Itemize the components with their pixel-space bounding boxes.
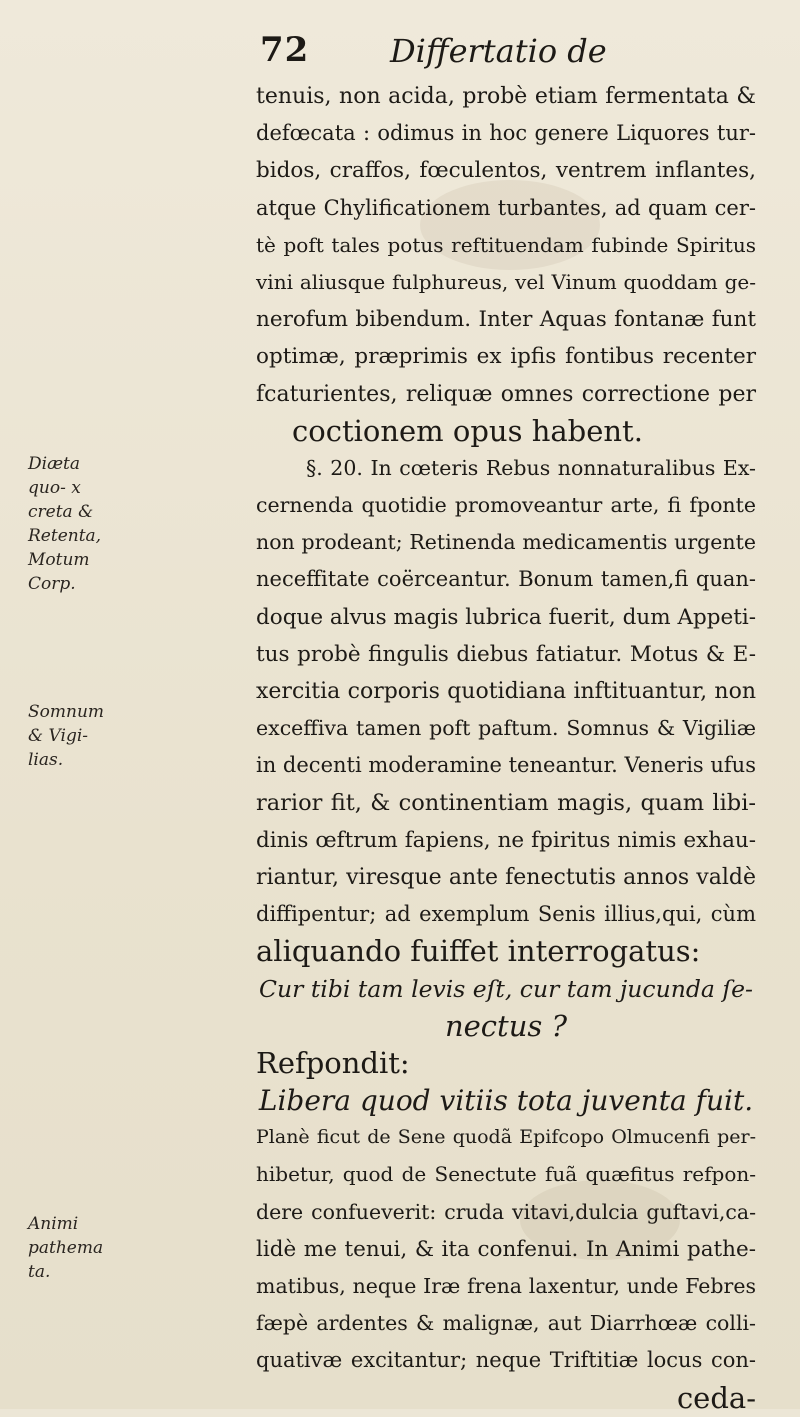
margin-note-animi: [28, 1212, 120, 1284]
margin-note-line: Retenta,: [28, 526, 102, 546]
text-line: fcaturientes, reliquæ omnes correctione per: [256, 381, 756, 407]
text-line: hibetur, quod de Senectute fuã quæfitus refpon-: [256, 1162, 756, 1187]
text-line: exceffiva tamen poft paftum. Somnus & Vigiliæ: [256, 716, 756, 741]
text-line: non prodeant; Retinenda medicamentis urgente: [256, 530, 756, 555]
text-line: defœcata : odimus in hoc genere Liquores tur-: [256, 121, 756, 146]
text-line: nerofum bibendum. Inter Aquas fontanæ funt: [256, 307, 756, 333]
text-line: optimæ, præprimis ex ipfis fontibus recenter: [256, 344, 756, 370]
text-line: dere confueverit: cruda vitavi,dulcia guftavi,ca-: [256, 1199, 756, 1224]
page-number: 72: [260, 30, 310, 70]
text-line: atque Chylificationem turbantes, ad quam cer-: [256, 195, 756, 220]
running-title: Differtatio de: [390, 32, 607, 70]
margin-note-line: ta.: [28, 1262, 51, 1282]
margin-note-line: Motum: [28, 550, 90, 570]
margin-note-line: lias.: [28, 750, 64, 770]
text-line: dinis œftrum fapiens, ne fpiritus nimis exhau-: [256, 827, 756, 853]
text-line: fæpè ardentes & malignæ, aut Diarrhœæ colli-: [256, 1311, 756, 1336]
text-line: cernenda quotidie promoveantur arte, fi fponte: [256, 493, 756, 518]
margin-note-line: Animi: [28, 1214, 79, 1234]
margin-note-line: Somnum: [28, 702, 105, 722]
text-line: lidè me tenui, & ita confenui. In Animi pathe-: [256, 1236, 756, 1262]
verse-line: nectus ?: [444, 1008, 568, 1043]
text-line: in decenti moderamine teneantur. Veneris ufus: [256, 753, 756, 778]
text-line: bidos, craffos, fœculentos, ventrem inflantes,: [256, 158, 756, 184]
text-line: tè poft tales potus reftituendam fubinde Spiritus: [256, 232, 756, 257]
margin-note-diaeta: [28, 452, 120, 596]
text-line: riantur, viresque ante fenectutis annos valdè: [256, 864, 756, 890]
section-heading-line: §. 20. In cœteris Rebus nonnaturalibus Ex-: [306, 455, 756, 480]
margin-note-line: Diæta: [28, 454, 81, 474]
catchword: ceda-: [676, 1380, 756, 1415]
verse-line: Libera quod vitiis tota juventa fuit.: [258, 1084, 754, 1118]
margin-note-line: creta &: [28, 502, 94, 522]
text-line: tenuis, non acida, probè etiam fermentata &: [256, 84, 756, 109]
text-line: Refpondit:: [256, 1045, 410, 1080]
text-line: matibus, neque Iræ frena laxentur, unde Febres: [256, 1274, 756, 1298]
text-line: diffipentur; ad exemplum Senis illius,qui, cùm: [256, 902, 756, 927]
text-line: aliquando fuiffet interrogatus:: [256, 934, 701, 969]
margin-note-somnum: [28, 700, 120, 772]
margin-note-line: & Vigi-: [28, 726, 89, 746]
text-line: coctionem opus habent.: [292, 413, 643, 448]
margin-note-line: Corp.: [28, 574, 76, 594]
text-line: rarior fit, & continentiam magis, quam libi-: [256, 789, 756, 816]
margin-note-line: quo- x: [28, 478, 81, 498]
text-line: quativæ excitantur; neque Triftitiæ locus con-: [256, 1348, 756, 1373]
margin-note-line: pathema: [28, 1238, 104, 1258]
text-line: neceffitate coërceantur. Bonum tamen,fi quan-: [256, 567, 756, 592]
page-header: [260, 30, 720, 70]
body-text: [256, 78, 756, 1417]
text-line: Planè ficut de Sene quodã Epifcopo Olmucenfi per-: [256, 1126, 756, 1149]
text-line: xercitia corporis quotidiana inftituantur, non: [256, 679, 756, 704]
text-line: tus probè fingulis diebus fatiatur. Motus & E-: [256, 641, 756, 667]
text-line: doque alvus magis lubrica fuerit, dum Appeti-: [256, 604, 756, 630]
verse-line: Cur tibi tam levis eſt, cur tam jucunda ſe-: [259, 974, 753, 1003]
text-line: vini aliusque fulphureus, vel Vinum quoddam ge-: [256, 269, 756, 294]
